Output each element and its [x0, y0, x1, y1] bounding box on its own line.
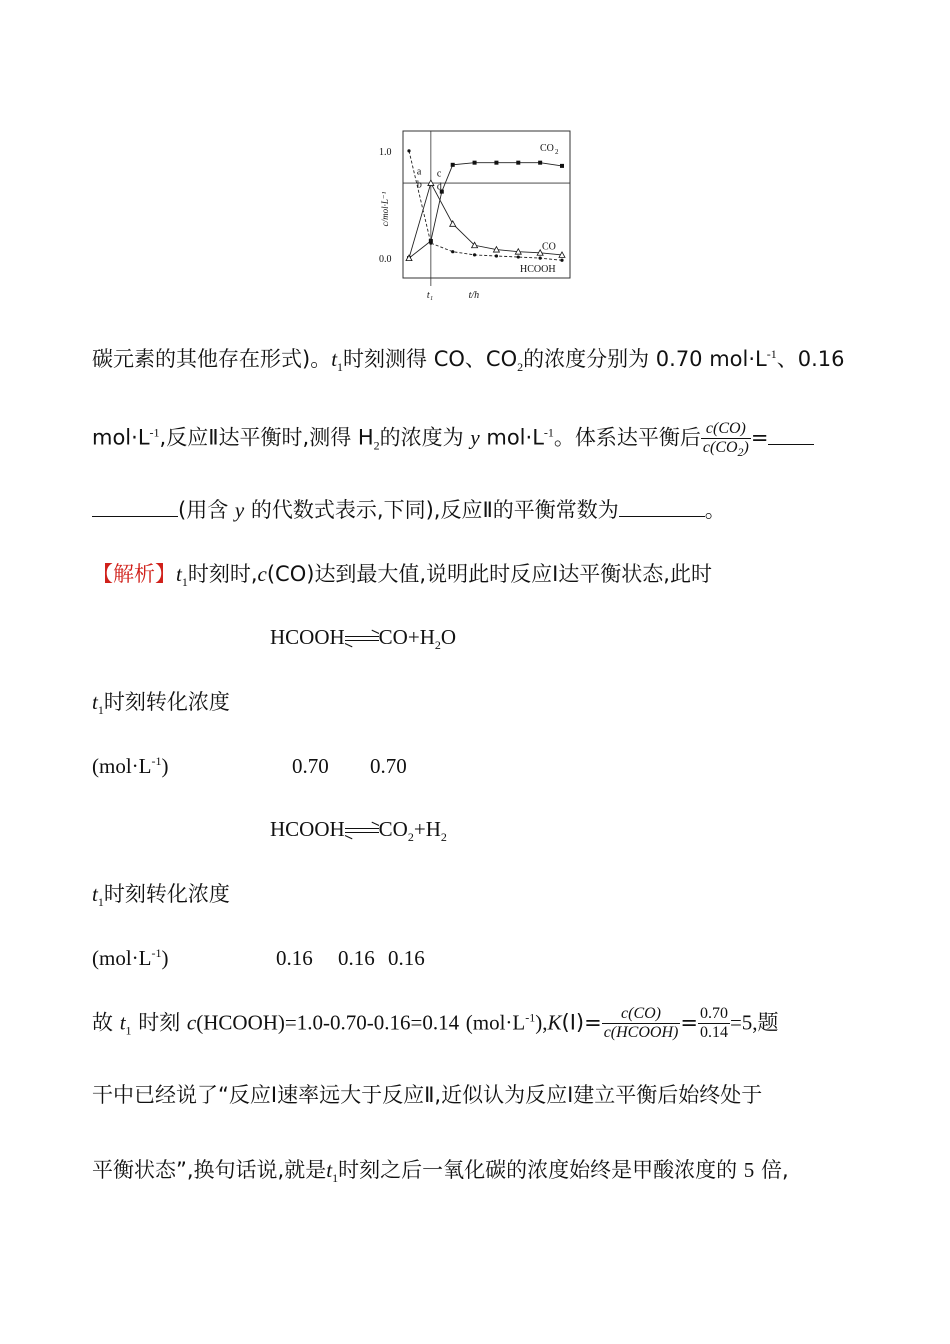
equation-2: HCOOH $CO_2+H_2$: [270, 817, 447, 845]
ytick-label: 1.0: [379, 146, 392, 158]
fraction-co-co2: $\frac{c(CO)}{c(CO_2)}$: [702, 420, 749, 460]
series-label-co2-sub: 2: [555, 148, 559, 156]
ytick-label: 0.0: [379, 254, 392, 266]
concentration-time-chart: [372, 122, 582, 302]
text-line-6: 干中已经说了“反应Ⅰ速率远大于反应Ⅱ,近似认为反应Ⅰ建立平衡后始终处于: [92, 1083, 763, 1107]
row2-value-2: 0.16: [338, 946, 375, 970]
data-point: [560, 164, 564, 168]
data-point: [473, 253, 476, 256]
unit-row-2: $(mol\cdot L^{-1})$: [92, 946, 169, 970]
text-line-7: 平衡状态”,换句话说,就是$t_1$时刻之后一氧化碳的浓度始终是甲酸浓度的 5 倍,: [92, 1158, 789, 1186]
equation-1: HCOOH $CO+H_2O$: [270, 625, 457, 653]
data-point: [473, 161, 477, 165]
row1-value-1: 0.70: [292, 754, 329, 778]
data-point: [451, 163, 455, 167]
row2-value-1: 0.16: [276, 946, 313, 970]
point-label-d: d: [436, 181, 442, 193]
text-line-3: (用含 y 的代数式表示,下同),反应Ⅱ的平衡常数为 。: [92, 494, 726, 524]
series-label-co: CO: [542, 241, 556, 253]
data-point: [516, 161, 520, 165]
series-line-1: [409, 183, 562, 258]
row1-value-2: 0.70: [370, 754, 407, 778]
equilibrium-arrow-icon: [345, 826, 379, 836]
data-point: [538, 161, 542, 165]
series-label-hcooh: HCOOH: [520, 264, 556, 275]
data-point: [429, 242, 432, 245]
data-point: [407, 149, 410, 152]
point-label-a: a: [416, 166, 422, 178]
data-point: [560, 259, 563, 262]
data-point: [450, 221, 456, 227]
analysis-label: 【解析】: [92, 562, 176, 586]
data-point: [451, 250, 454, 253]
y-axis-label: c/mol·L⁻¹: [380, 191, 390, 227]
data-point: [495, 254, 498, 257]
data-point: [517, 255, 520, 258]
point-label-b: b: [416, 179, 422, 191]
point-label-c: c: [436, 168, 442, 180]
row2-value-3: 0.16: [388, 946, 425, 970]
calc-line: 故 $t_1$ 时刻 c(HCOOH)=1.0-0.70-0.16=0.14 $(mol\cdot L^{-1}),K(Ⅰ)=$ $\frac{c(CO)}{\text{c(HCOOH)}}$ = $\frac{0.70}{0.14}$ =5,题: [92, 1005, 779, 1041]
xtick-label: t₁: [426, 290, 434, 301]
data-point: [494, 161, 498, 165]
unit-row-1: $(mol\cdot L^{-1})$: [92, 754, 169, 778]
analysis-line: 【解析】$t_1$时刻时,c(CO)达到最大值,说明此时反应Ⅰ达平衡状态,此时: [92, 562, 712, 590]
text-line-2: $mol\cdot L^{-1}$,反应Ⅱ达平衡时,测得 $H_2$的浓度为 y $mol\cdot L^{-1}$。体系达平衡后 $\frac{c(CO)}{c(CO_2)}$ =: [92, 420, 814, 457]
equilibrium-arrow-icon: [345, 634, 379, 644]
conversion-label-2: $t_1$时刻转化浓度: [92, 882, 230, 910]
data-point: [539, 257, 542, 260]
text-line-1: 碳元素的其他存在形式)。$t_1$时刻测得 CO、$CO_2$的浓度分别为 0.70 $mol\cdot L^{-1}$、0.16: [92, 347, 845, 375]
conversion-label-1: $t_1$时刻转化浓度: [92, 690, 230, 718]
fraction-co-hcooh: $\frac{c(CO)}{\text{c(HCOOH)}}$: [603, 1005, 679, 1041]
x-axis-label: t/h: [468, 290, 480, 301]
series-label-co2: CO: [540, 143, 554, 154]
fraction-values: $\frac{0.70}{0.14}$: [699, 1005, 728, 1041]
